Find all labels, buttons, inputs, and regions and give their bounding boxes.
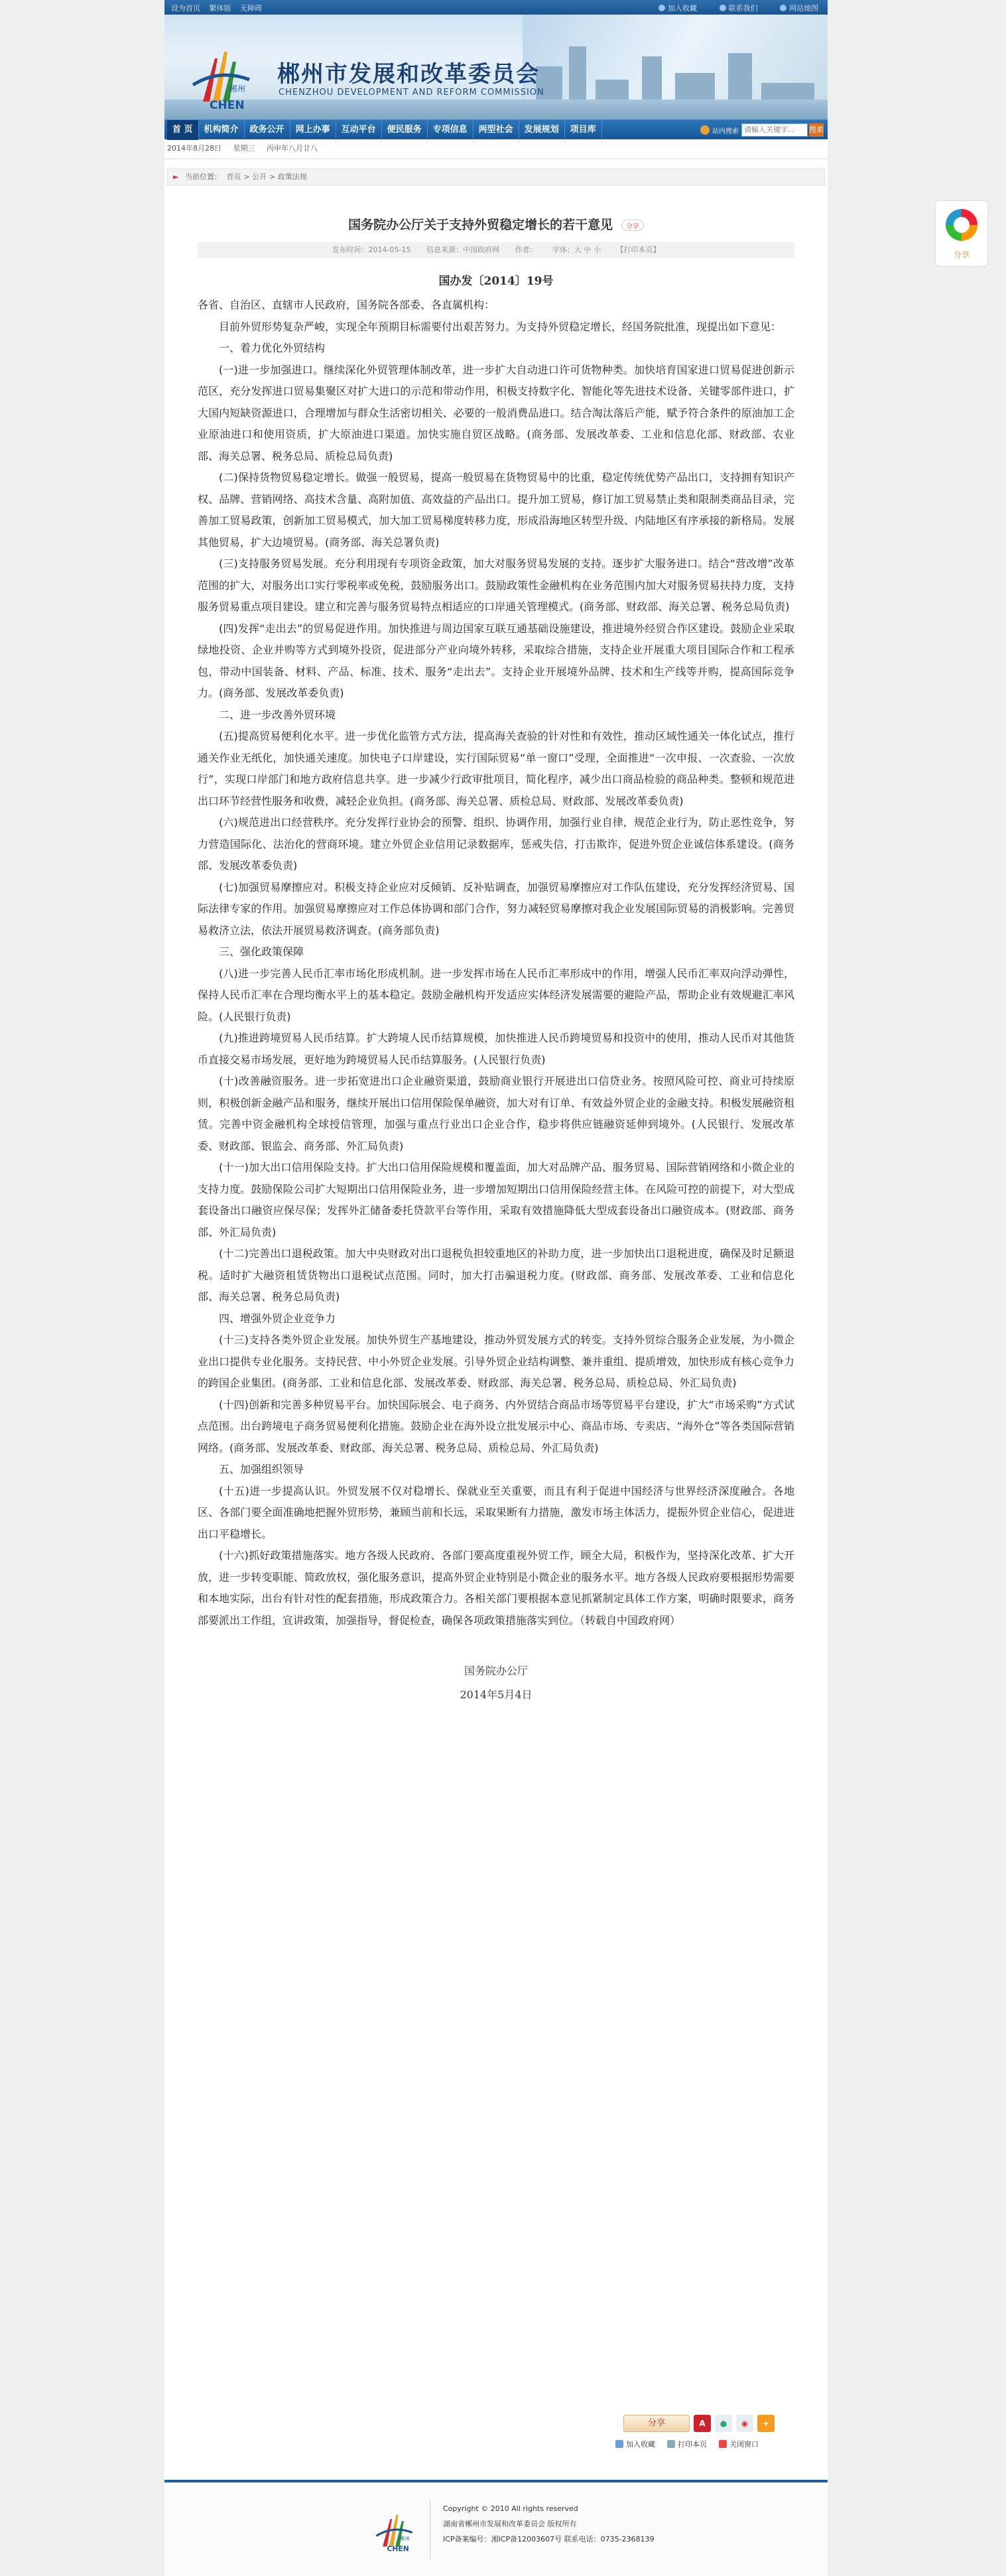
favorite-icon xyxy=(615,2440,623,2448)
search-label: 站内搜索 xyxy=(712,127,739,135)
page xyxy=(164,0,828,2576)
paragraph: 各省、自治区、直辖市人民政府，国务院各部委、各直属机构： xyxy=(198,299,495,311)
paragraph: (十二)完善出口退税政策。加大中央财政对出口退税负担较重地区的补助力度，进一步加快出口退税进度，确保及时足额退税。适时扩大融资租赁货物出口退税试点范围。同时，加大打击骗退税力度。(财政部、商务部、发展改革委、工业和信息化部、海关总署、税务总局负责) xyxy=(198,1247,794,1303)
paragraph: (九)推进跨境贸易人民币结算。扩大跨境人民币结算规模，加快推进人民币跨境贸易和投资中的使用，推动人民币对其他货币直接交易市场发展，更好地为跨境贸易人民币结算服务。(人民银行负责) xyxy=(198,1032,794,1066)
search-icon xyxy=(700,125,710,135)
paragraph: (七)加强贸易摩擦应对。积极支持企业应对反倾销、反补贴调查，加强贸易摩擦应对工作队伍建设，充分发挥经济贸易、国际法律专家的作用。加强贸易摩擦应对工作总体协调和部门合作，努力减轻贸易摩擦对我企业发展国际贸易的消极影响。完善贸易救济立法，依法开展贸易救济调查。(商务部负责) xyxy=(198,880,794,937)
mail-icon xyxy=(720,5,726,11)
author: 作者： xyxy=(515,245,537,254)
nav-item-8[interactable]: 发展规划 xyxy=(519,120,565,140)
paragraph: (十四)创新和完善多种贸易平台。加快国际展会、电子商务、内外贸结合商品市场等贸易平台建设，扩大“市场采购”方式试点范围。出台跨境电子商务贸易便利化措施。鼓励企业在海外设立批发展示中心、商品市场、专卖店、“海外仓”等各类国际营销网络。(商务部、发展改革委、财政部、海关总署、税务总局、质检总局、外汇局负责) xyxy=(198,1398,794,1454)
map-icon xyxy=(780,5,786,11)
paragraph: (十一)加大出口信用保险支持。扩大出口信用保险规模和覆盖面，加大对品牌产品、服务贸易、国际营销网络和小微企业的支持力度。鼓励保险公司扩大短期出口信用保险业务，进一步增加短期出口信用保险经营主体。在风险可控的前提下，对大型成套设备出口融资应保尽保；发挥外汇储备委托贷款平台等作用，采取有效措施降低大型成套设备出口融资成本。(财政部、商务部、外汇局负责) xyxy=(198,1161,794,1239)
paragraph: 四、增强外贸企业竞争力 xyxy=(219,1312,336,1325)
nav-item-5[interactable]: 便民服务 xyxy=(382,120,428,140)
add-favorite-link[interactable]: 加入收藏 xyxy=(659,4,697,13)
paragraph: (一)进一步加强进口。继续深化外贸管理体制改革，进一步扩大自动进口许可货物种类。加快培育国家进口贸易促进创新示范区，充分发挥进口贸易集聚区对扩大进口的示范和带动作用，积极支持数字化、智能化等先进技术设备、关键零部件进口，扩大国内短缺资源进口，合理增加与群众生活密切相关、必要的一般消费品进口。结合淘汰落后产能，赋予符合条件的原油加工企业原油进口和使用资质，扩大原油进口渠道。加快实施自贸区战略。(商务部、发展改革委、工业和信息化部、财政部、农业部、海关总署、税务总局、质检总局负责) xyxy=(198,363,794,462)
nav-item-4[interactable]: 互动平台 xyxy=(336,120,382,140)
breadcrumb-public[interactable]: 公开 xyxy=(252,172,267,181)
font-size-switch[interactable]: 字体：大 中 小 xyxy=(552,245,601,254)
article-title: 国务院办公厅关于支持外贸稳定增长的若干意见 xyxy=(348,218,613,232)
signature-org: 国务院办公厅 xyxy=(464,1664,528,1677)
header-banner xyxy=(164,15,828,119)
paragraph: (十六)抓好政策措施落实。地方各级人民政府、各部门要高度重视外贸工作，顾全大局，积极作为，坚持深化改革、扩大开放，进一步转变职能、简政放权，强化服务意识，提高外贸企业特别是小微企业的服务水平。地方各级人民政府要根据形势需要和本地实际，出台有针对性的配套措施，形成政策合力。各相关部门要根据本意见抓紧制定具体工作方案，明确时限要求，商务部要派出工作组，宣讲政策，加强指导，督促检查，确保各项政策措施落实到位。（转载自中国政府网） xyxy=(198,1549,794,1627)
accessibility-link[interactable]: 无障碍 xyxy=(240,4,262,13)
logo-text: 郴州 xyxy=(229,84,246,94)
renren-icon[interactable]: ● xyxy=(715,2415,732,2432)
paragraph: (十三)支持各类外贸企业发展。加快外贸生产基地建设，推动外贸发展方式的转变。支持外贸综合服务企业发展，为小微企业出口提供专业化服务。支持民营、中小外贸企业发展。引导外贸企业结构调整、兼并重组、提质增效，加快形成有核心竞争力的跨国企业集团。(商务部、工业和信息化部、发展改革委、财政部、海关总署、税务总局、质检总局、外汇局负责) xyxy=(198,1333,794,1389)
sponsor: 湖南省郴州市发展和改革委员会 版权所有 xyxy=(443,2520,577,2528)
contact-link[interactable]: 联系我们 xyxy=(720,4,758,13)
paragraph: 三、强化政策保障 xyxy=(219,945,304,958)
floating-share-label: 分享 xyxy=(953,250,970,259)
footer-logo-text: 郴州 xyxy=(399,2535,410,2542)
signature-date: 2014年5月4日 xyxy=(460,1688,533,1701)
lunar-date: 丙申年八月廿八 xyxy=(267,144,318,153)
paragraph: (十五)进一步提高认识。外贸发展不仅对稳增长、保就业至关重要，而且有利于促进中国经济与世界经济深度融合。各地区、各部门要全面准确地把握外贸形势，兼顾当前和长远，采取果断有力措施，激发市场主体活力，提振外贸企业信心，促进进出口平稳增长。 xyxy=(198,1484,794,1540)
nav-item-0[interactable]: 首 页 xyxy=(167,120,199,140)
nav-item-6[interactable]: 专项信息 xyxy=(428,120,473,140)
footer xyxy=(164,2480,828,2576)
current-date: 2014年8月28日 xyxy=(167,144,221,153)
paragraph: (三)支持服务贸易发展。充分利用现有专项资金政策，加大对服务贸易发展的支持。逐步扩大服务进口。结合“营改增”改革范围的扩大，对服务出口实行零税率或免税，鼓励服务出口。鼓励政策性金融机构在业务范围内加大对服务贸易扶持力度，支持服务贸易重点项目建设。建立和完善与服务贸易特点相适应的口岸通关管理模式。(商务部、财政部、海关总署、税务总局负责) xyxy=(198,557,794,613)
footer-logo xyxy=(370,2506,416,2553)
paragraph: 目前外贸形势复杂严峻，实现全年预期目标需要付出艰苦努力。为支持外贸稳定增长，经国务院批准，现提出如下意见： xyxy=(219,320,782,333)
site-title: 郴州市发展和改革委员会 xyxy=(277,61,540,88)
site-search xyxy=(700,123,824,137)
logo-sub: CHEN xyxy=(210,99,245,111)
banner-river xyxy=(164,100,828,119)
add-favorite-action[interactable]: 加入收藏 xyxy=(615,2439,655,2449)
paragraph: 五、加强组织领导 xyxy=(219,1463,304,1475)
close-window-action[interactable]: 关闭窗口 xyxy=(719,2439,759,2449)
paragraph: (五)提高贸易便利化水平。进一步优化监管方式方法，提高海关查验的针对性和有效性，推动区域性通关一体化试点，推行通关作业无纸化，加快通关速度。加快电子口岸建设，实行国际贸易“单一窗口”受理，全面推进“一次申报、一次查验、一次放行”，实现口岸部门和地方政府信息共享。进一步减少行政审批项目，简化程序，减少出口商品检验的商品种类。整顿和规范进出口环节经营性服务和收费，减轻企业负担。(商务部、海关总署、质检总局、财政部、发展改革委负责) xyxy=(198,730,794,807)
icp-number: ICP备案编号：湘ICP备12003607号 联系电话：0735-2368139 xyxy=(443,2535,655,2543)
publish-date: 发布时间：2014-05-15 xyxy=(332,245,411,254)
share-bar xyxy=(623,2415,775,2432)
top-bar xyxy=(164,0,828,15)
paragraph: (十)改善融资服务。进一步拓宽进出口企业融资渠道，鼓励商业银行开展进出口信贷业务。按照风险可控、商业可持续原则，积极创新金融产品和服务，继续开展出口信用保险保单融资，加大对有订单、有效益外贸企业的金融支持。积极发展融资租赁。完善中资金融机构全球授信管理，加强与重点行业出口企业合作，稳步将供应链融资延伸到境外。(人民银行、发展改革委、财政部、银监会、商务部、外汇局负责) xyxy=(198,1075,794,1152)
more-share-icon[interactable]: + xyxy=(757,2415,775,2432)
nav-item-3[interactable]: 网上办事 xyxy=(290,120,336,140)
article-meta xyxy=(198,242,794,258)
search-button[interactable]: 搜索 xyxy=(809,123,824,137)
footer-logo-sub: CHEN xyxy=(387,2544,409,2553)
current-weekday: 星期三 xyxy=(233,144,255,153)
nav-item-2[interactable]: 政务公开 xyxy=(245,120,290,140)
site-subtitle: CHENZHOU DEVELOPMENT AND REFORM COMMISSION xyxy=(279,88,544,98)
paragraph: (六)规范进出口经营秩序。充分发挥行业协会的预警、组织、协调作用，加强行业自律，规范企业行为，防止恶性竞争，努力营造国际化、法治化的营商环境。建立外贸企业信用记录数据库，惩戒失信，打击欺诈，促进外贸企业诚信体系建设。(商务部、发展改革委负责) xyxy=(198,816,794,872)
traditional-link[interactable]: 繁体版 xyxy=(209,4,231,13)
paragraph: 一、着力优化外贸结构 xyxy=(219,342,326,354)
article xyxy=(198,200,794,1707)
nav-item-7[interactable]: 两型社会 xyxy=(473,120,519,140)
arrow-icon: ► xyxy=(173,172,179,181)
main-nav xyxy=(164,119,828,139)
print-link[interactable]: 【打印本页】 xyxy=(616,245,660,254)
document-number: 国办发〔2014〕19号 xyxy=(438,275,554,288)
breadcrumb-policy[interactable]: 政策法规 xyxy=(277,172,307,181)
share-tag[interactable]: 分享 xyxy=(621,220,644,231)
print-action[interactable]: 打印本页 xyxy=(667,2439,707,2449)
copyright: Copyright © 2010 All rights reserved xyxy=(443,2504,578,2513)
footer-text xyxy=(443,2501,655,2547)
article-title-row xyxy=(198,215,794,233)
breadcrumb-home[interactable]: 首页 xyxy=(226,172,241,181)
set-homepage-link[interactable]: 设为首页 xyxy=(171,4,200,13)
search-input[interactable] xyxy=(741,123,808,137)
date-bar xyxy=(164,139,828,159)
close-icon xyxy=(719,2440,727,2448)
paragraph: (二)保持货物贸易稳定增长。做强一般贸易，提高一般贸易在货物贸易中的比重，稳定传统优势产品出口，支持拥有知识产权、品牌、营销网络、高技术含量、高附加值、高效益的产品出口。提升加工贸易，修订加工贸易禁止类和限制类商品目录，完善加工贸易政策，创新加工贸易模式，加大加工贸易梯度转移力度，形成沿海地区转型升级、内陆地区有序承接的新格局。发展其他贸易，扩大边境贸易。(商务部、海关总署负责) xyxy=(198,471,794,549)
nav-item-1[interactable]: 机构简介 xyxy=(199,120,245,140)
paragraph: 二、进一步改善外贸环境 xyxy=(219,708,336,721)
site-logo[interactable] xyxy=(183,38,256,111)
article-body xyxy=(198,295,794,1631)
breadcrumb: ► 当前位置： 首页 > 公开 > 政策法规 xyxy=(167,169,825,186)
weibo-icon[interactable]: ◉ xyxy=(736,2415,753,2432)
nav-item-9[interactable]: 项目库 xyxy=(565,120,602,140)
paragraph: (八)进一步完善人民币汇率市场化形成机制。进一步发挥市场在人民币汇率形成中的作用，增强人民币汇率双向浮动弹性，保持人民币汇率在合理均衡水平上的基本稳定。鼓励金融机构开发适应实体经济发展需要的避险产品，帮助企业有效规避汇率风险。(人民银行负责) xyxy=(198,967,794,1023)
breadcrumb-prefix: 当前位置： xyxy=(184,172,221,181)
page-actions xyxy=(615,2439,771,2449)
info-source: 信息来源：中国政府网 xyxy=(426,245,499,254)
share-circle-icon xyxy=(946,209,977,241)
sitemap-link[interactable]: 网站地图 xyxy=(780,4,818,13)
printer-icon xyxy=(667,2440,675,2448)
share-button[interactable]: 分享 xyxy=(623,2415,690,2432)
star-icon xyxy=(659,5,665,11)
paragraph: (四)发挥“走出去”的贸易促进作用。加快推进与周边国家互联互通基础设施建设，推进境外经贸合作区建设。鼓励企业采取绿地投资、企业并购等方式到境外投资，促进部分产业向境外转移，采取综合措施，支持企业开展重大项目国际合作和工程承包，带动中国装备、材料、产品、标准、技术、服务“走出去”。支持企业开展境外品牌、技术和生产线等并购，提高国际竞争力。(商务部、发展改革委负责) xyxy=(198,622,794,699)
signature xyxy=(198,1659,794,1707)
floating-share-widget[interactable] xyxy=(935,200,988,267)
pdf-icon[interactable]: A xyxy=(694,2415,711,2432)
